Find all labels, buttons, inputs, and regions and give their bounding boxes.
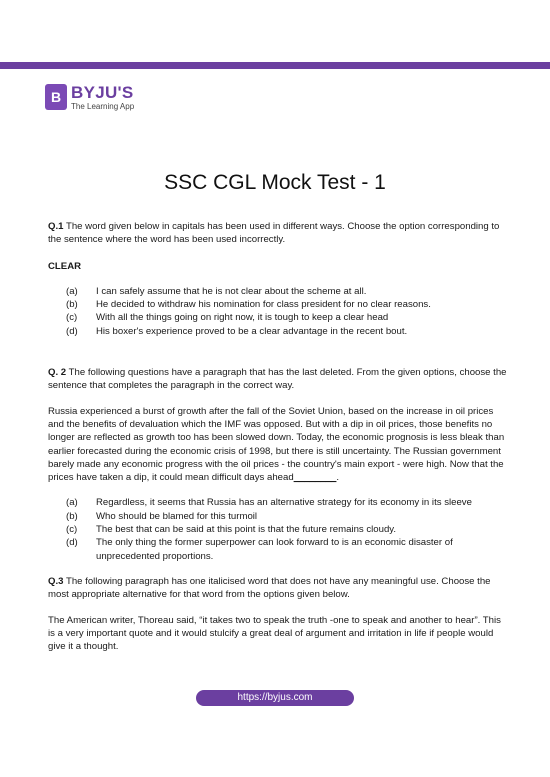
question-passage: Russia experienced a burst of growth after the fall of the Soviet Union, based on the increase in oil prices and the benefits of devaluation which the IMF was opposed. But with a dip in oil prices, those benefits no longer are reflected as growth too has been slowed down. Today, the economic prognosis is less bleak than earlier forecasted during the economic crisis of 1998, but there is still uncertainty. The Russian government barely made any economic progress with the oil prices - the country's main export - were high. Now that the prices have taken a dip, it could mean difficult days ahead________.	[48, 405, 505, 484]
brand-name: BYJU'S	[71, 82, 134, 102]
logo-mark: B	[45, 84, 67, 110]
brand-tagline: The Learning App	[71, 101, 135, 111]
question-text: The following paragraph has one italicised word that does not have any meaningful use. Choose the most appropriate alternative for that word from the options given below.	[48, 575, 491, 601]
question-2	[48, 366, 510, 393]
option-item: (b) He decided to withdraw his nomination for class president for no clear reasons.	[66, 299, 431, 311]
question-3	[48, 575, 510, 602]
option-item: (d) His boxer's experience proved to be a clear advantage in the recent bout.	[66, 325, 408, 337]
question-text: The following questions have a paragraph that has the last deleted. From the given options, choose the sentence that completes the paragraph in the correct way.	[48, 367, 507, 392]
q2-options	[48, 496, 510, 562]
page-title: SSC CGL Mock Test - 1	[164, 171, 386, 194]
question-passage: The American writer, Thoreau said, “it takes two to speak the truth -one to speak and another to hear”. This is a very important quote and it would stulcify a great deal of argument and irritation in life if people would give it a thought.	[48, 614, 501, 653]
answer-blank: ________	[293, 472, 337, 484]
document-body	[48, 220, 510, 653]
option-item: (a) I can safely assume that he is not clear about the scheme at all.	[66, 285, 367, 297]
option-item: (c) With all the things going on right now, it is tough to keep a clear head	[66, 312, 389, 324]
option-item: (b) Who should be blamed for this turmoil	[66, 510, 258, 522]
q1-options	[48, 285, 510, 338]
top-accent-bar	[0, 62, 550, 69]
question-word: CLEAR	[48, 260, 82, 272]
option-item: (c) The best that can be said at this point is that the future remains cloudy.	[66, 524, 397, 536]
brand-logo	[45, 82, 134, 112]
question-number: Q.3	[48, 575, 64, 587]
question-number: Q.1	[48, 221, 64, 232]
question-number: Q. 2	[48, 367, 67, 379]
option-item: (a) Regardless, it seems that Russia has an alternative strategy for its economy in its sleeve	[66, 497, 472, 509]
option-item: (d) The only thing the former superpower can look forward to is an economic disaster of unprecedented proportions.	[66, 537, 453, 562]
footer-url-link[interactable]: https://byjus.com	[196, 690, 354, 706]
question-text: The word given below in capitals has been used in different ways. Choose the option corresponding to the sentence where the word has been used incorrectly.	[48, 221, 500, 246]
question-1	[48, 220, 510, 247]
